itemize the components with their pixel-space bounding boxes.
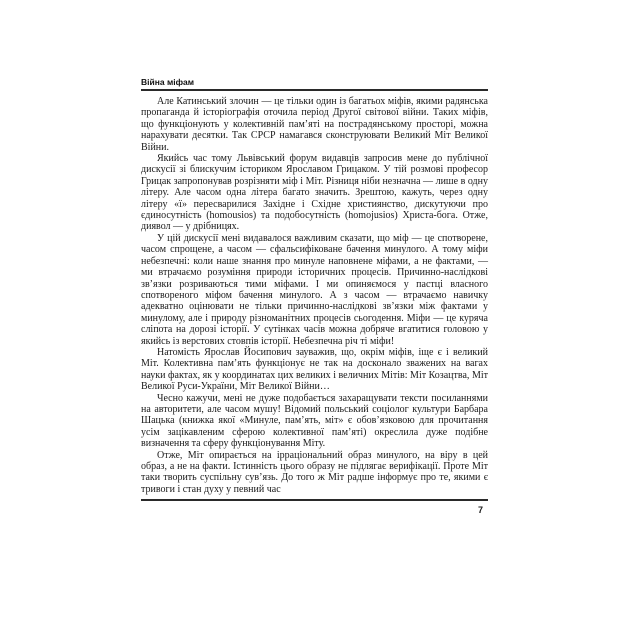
page-number: 7 — [478, 505, 484, 515]
header-rule — [141, 89, 488, 91]
paragraph: Натомість Ярослав Йосипович зауважив, що, окрім міфів, іще є і великий Міт. Колективна пам’ять функціонує не так на досконало зважених на вагах науки фактах, як у координатах цих великих і величних Мітів: Міт Козацтва, Міт Великої Руси-України, Міт Великої Війни… — [141, 346, 488, 393]
paragraph: Чесно кажучи, мені не дуже подобається захаращувати тексти посиланнями на авторитети, але часом мушу! Відомий польський соціолог культури Барбара Шацька (книжка якої «Минуле, пам’ять, міт» є обов’язковою для прочитання усім зацікавленим сферою колективної пам’яті) окреслила дуже подібне визначення та сферу функціонування Міту. — [141, 392, 488, 450]
body-text — [141, 96, 488, 495]
paragraph: У цій дискусії мені видавалося важливим сказати, що міф — це спотворене, часом спрощене, а часом — сфальсифіковане бачення минулого. А тому міфи небезпечні: коли наше знання про минуле наповнене міфами, а не фактами, — ми втрачаємо розуміння природи історичних процесів. Причинно-наслідкові зв’язки розриваються тими міфами. І ми опиняємося у пастці власного спотвореного міфом бачення минулого. А з часом — втрачаємо навичку адекватно оцінювати не тільки причинно-наслідкові зв’язки між фактами у минулому, але і природу різноманітних процесів сьогодення. Міфи — це куряча сліпота на дорозі історії. У сутінках часів можна добряче вгатитися головою у якийсь із верстових стовпів історії. Небезпечна річ ті міфи! — [141, 232, 488, 347]
paragraph: Але Катинський злочин — це тільки один із багатьох міфів, якими радянська пропаганда й історіографія оточила період Другої світової війни. Таких міфів, що функціонують у колективній пам’яті на пострадянському просторі, можна нарахувати десятки. Так СРСР намагався сконструювати Великий Міт Великої Війни. — [141, 96, 488, 153]
paragraph: Отже, Міт опирається на ірраціональний образ минулого, на віру в цей образ, а не на факти. Істинність цього образу не підлягає верифікації. Проте Міт таки творить суспільну сув’язь. До того ж Міт радше інформує про те, якими є тривоги і стан духу у певний час — [141, 449, 488, 495]
running-head-title: Війна міфам — [141, 77, 195, 87]
footer-rule — [141, 499, 488, 501]
paragraph: Якийсь час тому Львівський форум видавців запросив мене до публічної дискусії зі блискучим істориком Ярославом Грицаком. У тій розмові професор Грицак запропонував розрізняти міф і Міт. Різниця ніби незначна — лише в одну літеру. Але часом одна літера багато значить. Зрештою, кажуть, через одну літеру «ї» пересварилися Західне і Східне християнство, дискутуючи про єдиносутність (homousios) та подобосутність (homojusios) Христа-бога. Отже, диявол — у дрібницях. — [141, 153, 488, 233]
